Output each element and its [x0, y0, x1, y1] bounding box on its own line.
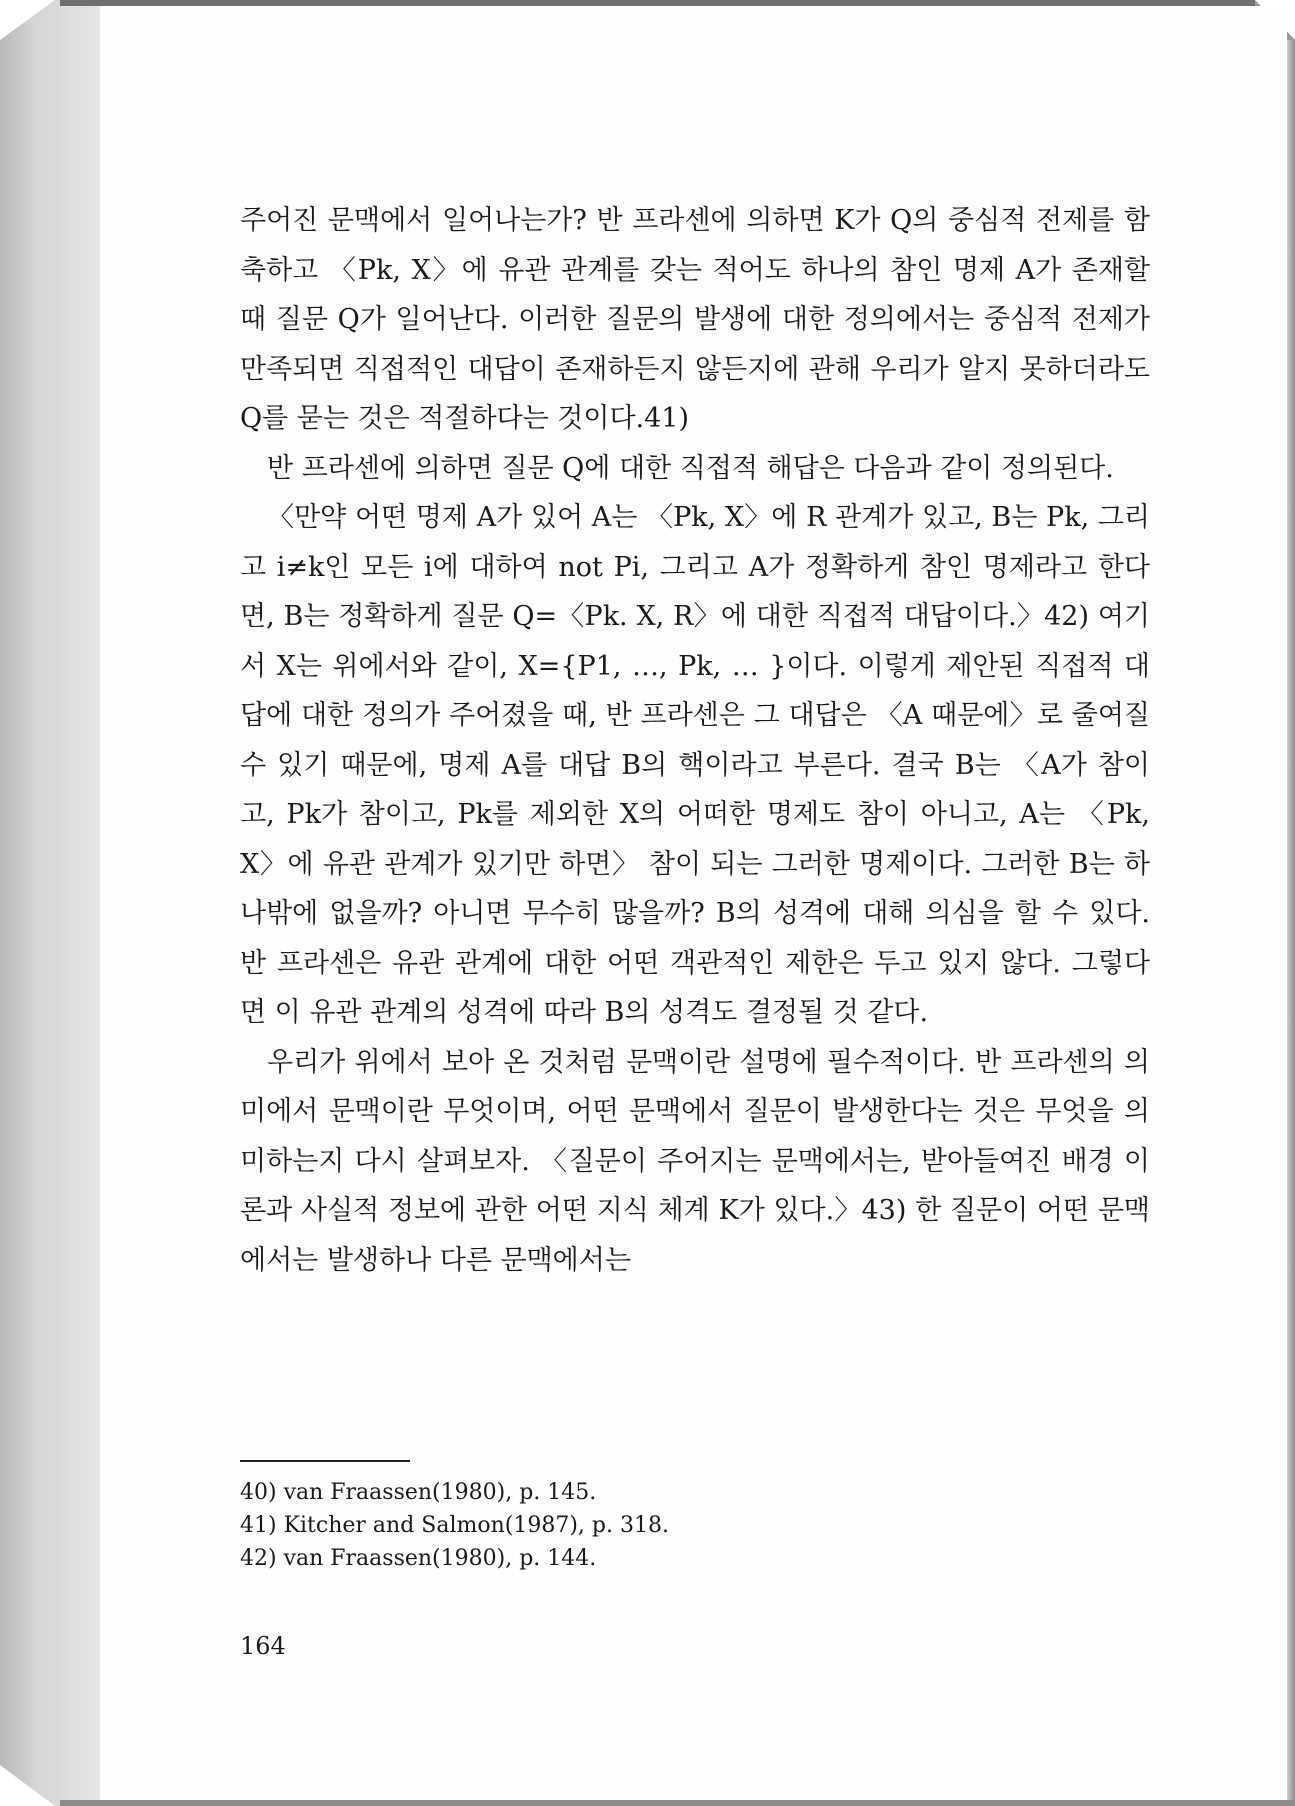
- paragraph-2: 반 프라센에 의하면 질문 Q에 대한 직접적 해답은 다음과 같이 정의된다.: [267, 452, 1114, 484]
- footnote-41: 41) Kitcher and Salmon(1987), p. 318.: [240, 1513, 669, 1538]
- paragraph-3: 〈만약 어떤 명제 A가 있어 A는 〈Pk, X〉에 R 관계가 있고, B는 Pk, 그리고 i≠k인 모든 i에 대하여 not Pi, 그리고 A가 정확하게 참인 명제라고 한다면, B는 정확하게 질문 Q=〈Pk. X, R〉에 대한 직접적 대답이다.〉42) 여기서 X는 위에서와 같이, X={P1, …, Pk, … }이다. 이렇게 제안된 직접적 대답에 대한 정의가 주어졌을 때, 반 프라센은 그 대답은 〈A 때문에〉로 줄여질 수 있기 때문에, 명제 A를 대답 B의 핵이라고 부른다. 결국 B는 〈A가 참이고, Pk가 참이고, Pk를 제외한 X의 어떠한 명제도 참이 아니고, A는 〈Pk, X〉에 유관 관계가 있기만 하면〉 참이 되는 그러한 명제이다. 그러한 B는 하나밖에 없을까? 아니면 무수히 많을까? B의 성격에 대해 의심을 할 수 있다. 반 프라센은 유관 관계에 대한 어떤 객관적인 제한은 두고 있지 않다. 그렇다면 이 유관 관계의 성격에 따라 B의 성격도 결정될 것 같다.: [240, 502, 1150, 1028]
- footnote-42: 42) van Fraassen(1980), p. 144.: [240, 1546, 597, 1571]
- book-bottom-edge: [60, 1800, 1295, 1806]
- footnote-40: 40) van Fraassen(1980), p. 145.: [240, 1480, 597, 1505]
- page-number: 164: [240, 1632, 286, 1660]
- book-left-edge: [0, 0, 100, 1806]
- book-right-edge: [1287, 0, 1295, 1806]
- footnote-rule: [240, 1460, 410, 1462]
- footnotes: [240, 1476, 669, 1575]
- paragraph-4: 우리가 위에서 보아 온 것처럼 문맥이란 설명에 필수적이다. 반 프라센의 의미에서 문맥이란 무엇이며, 어떤 문맥에서 질문이 발생한다는 것은 무엇을 의미하는지 다시 살펴보자. 〈질문이 주어지는 문맥에서는, 받아들여진 배경 이론과 사실적 정보에 관한 어떤 지식 체계 K가 있다.〉43) 한 질문이 어떤 문맥에서는 발생하나 다른 문맥에서는: [240, 1046, 1150, 1276]
- paragraph-1: 주어진 문맥에서 일어나는가? 반 프라센에 의하면 K가 Q의 중심적 전제를 함축하고 〈Pk, X〉에 유관 관계를 갖는 적어도 하나의 참인 명제 A가 존재할 때 질문 Q가 일어난다. 이러한 질문의 발생에 대한 정의에서는 중심적 전제가 만족되면 직접적인 대답이 존재하든지 않든지에 관해 우리가 알지 못하더라도 Q를 묻는 것은 적절하다는 것이다.41): [240, 205, 1150, 434]
- body-text: [240, 196, 1150, 1285]
